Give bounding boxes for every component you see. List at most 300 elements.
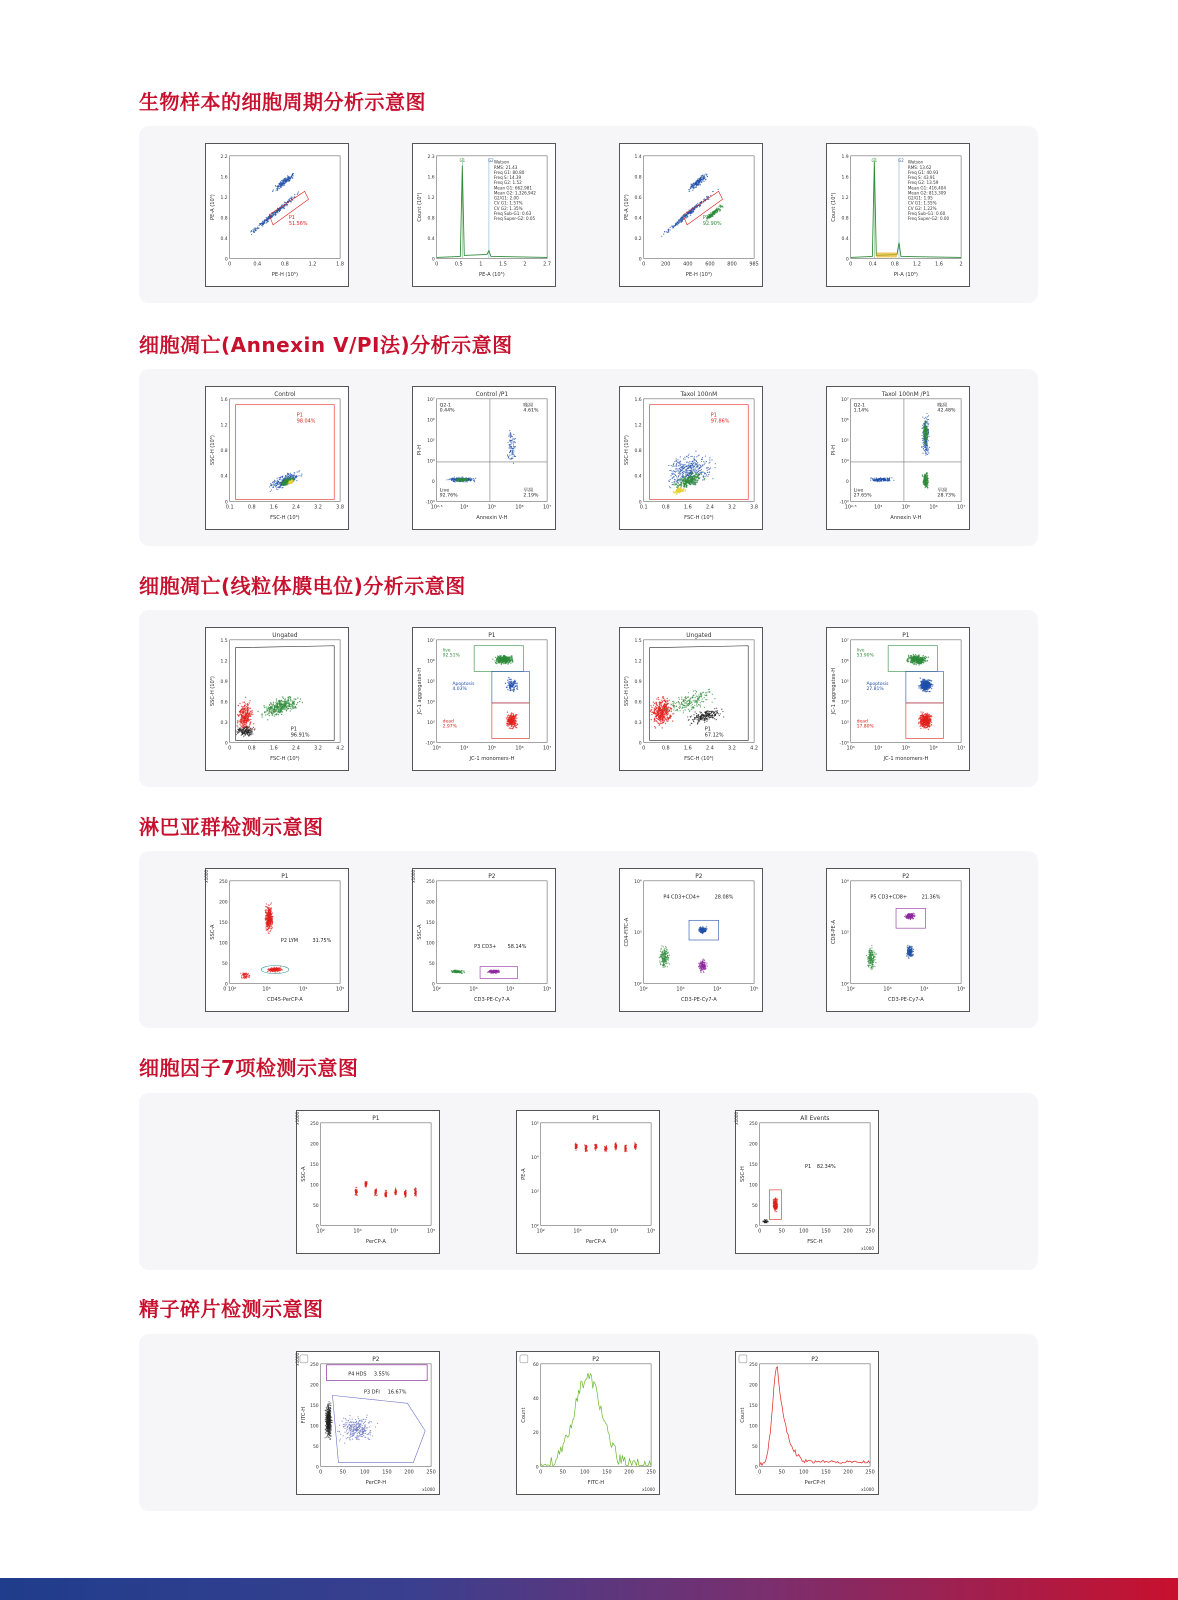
y-tick-label: 10⁴ [841, 700, 849, 706]
checkbox-icon[interactable] [739, 1355, 747, 1363]
plot-area [574, 1142, 636, 1152]
green-population [664, 689, 715, 714]
y-tick-label: 150 [749, 1403, 758, 1409]
gate-label: P1 [710, 412, 717, 419]
x-tick-label: 10⁵ [749, 986, 759, 993]
y-tick-label: 150 [310, 1162, 319, 1168]
stat-line: Mean G1: 662,981 [493, 185, 533, 191]
plot-svg [827, 387, 969, 529]
plot-svg [620, 628, 762, 770]
y-tick-label: 0.4 [634, 474, 642, 480]
y-tick-label: 10⁴ [531, 1155, 539, 1161]
y-axis-label: FITC-H [300, 1406, 307, 1424]
bead-cluster [574, 1142, 577, 1150]
plot-svg [203, 869, 348, 1011]
plot-area [851, 399, 961, 502]
x-tick-label: 10⁵ [901, 745, 911, 752]
y-tick-label: 150 [426, 920, 435, 926]
plot-title: P1 [488, 632, 496, 639]
x-tick-label: 10⁴ [610, 1228, 619, 1235]
bead-cluster [394, 1188, 397, 1196]
y-tick-label: 10⁶ [841, 659, 849, 665]
x-axis-label: PI-A (10⁵) [893, 272, 918, 279]
y-axis-label: PE-A [520, 1168, 527, 1180]
axes-frame [644, 156, 754, 259]
x-tick-label: 0 [758, 1469, 762, 1476]
y-axis-label: SSC-H (10⁶) [209, 435, 216, 466]
x-tick-label: 1.5 [499, 261, 507, 268]
y-axis-label: PE-A (10⁵) [623, 194, 630, 220]
x-tick-label: 0 10² [223, 986, 237, 993]
quadrant-label: Q2-1 [439, 403, 452, 409]
black-population [687, 708, 724, 726]
y-scale-label: x1000 [294, 1111, 300, 1125]
x-tick-label: 800 [727, 261, 737, 268]
x-tick-label: 3.8 [750, 504, 759, 511]
y-tick-label: 200 [749, 1142, 758, 1148]
y-tick-label: 0.3 [220, 720, 228, 726]
plot-svg [206, 628, 348, 770]
x-tick-label: 10⁵ [646, 1228, 656, 1235]
cd3-neg-cloud [866, 945, 877, 970]
y-tick-label: 10³ [427, 720, 435, 726]
y-tick-label: 10⁴ [841, 879, 849, 885]
y-tick-label: -10³ [425, 741, 435, 747]
y-tick-label: 1.5 [634, 638, 642, 644]
y-tick-label: 1.2 [220, 423, 228, 429]
x-tick-label: 985 [749, 261, 759, 268]
x-tick-label: 2.7 [543, 261, 552, 268]
stat-line: Watson [907, 159, 924, 165]
plot-svg [517, 1352, 659, 1494]
plot-title: P1 [281, 873, 289, 880]
y-tick-label: 10⁴ [427, 459, 435, 465]
y-tick-label: 0.4 [634, 216, 642, 222]
x-tick-label: 10⁴ [874, 504, 883, 511]
y-scale-label: x1000 [203, 869, 209, 883]
x-tick-label: 3.8 [336, 504, 345, 511]
x-tick-label: 0 [228, 745, 232, 752]
gate-p1 [650, 405, 749, 500]
plot-svg [413, 387, 555, 529]
y-tick-label: 10⁴ [634, 879, 642, 885]
x-tick-label: 100 [580, 1469, 590, 1476]
plot-area [240, 902, 331, 979]
bead-cluster [594, 1144, 598, 1151]
x-tick-label: 100 [360, 1469, 370, 1476]
plot-s2-p1 [412, 627, 556, 771]
y-tick-label: 0 [224, 500, 228, 506]
gate-p1 [236, 646, 335, 741]
y-tick-label: 10⁷ [427, 638, 435, 644]
x-axis-label: FSC-H (10⁶) [270, 515, 300, 522]
early-apoptosis [922, 472, 929, 489]
y-axis-label: SSC-A [416, 924, 423, 940]
gate-value: 82.34% [816, 1164, 836, 1171]
x-tick-label: 200 [624, 1469, 634, 1476]
x-tick-label: 10³ [883, 986, 892, 993]
y-tick-label: 250 [219, 879, 228, 885]
bead-cluster [634, 1142, 637, 1150]
gate-label: P1 [702, 214, 709, 221]
x-axis-label: JC-1 monomers-H [469, 756, 515, 763]
plot-area [437, 158, 547, 259]
stat-line: CV G1: 1.57% [493, 200, 523, 206]
y-tick-label: 0 [431, 982, 435, 988]
plot-area [437, 399, 547, 502]
x-tick-label: 2.4 [706, 504, 714, 511]
x-tick-label: 150 [602, 1469, 612, 1476]
x-tick-label: 10²·⁵ [844, 504, 857, 511]
bead-cluster [584, 1144, 588, 1152]
plot-area [650, 646, 749, 741]
quadrant-value: 2.19% [523, 493, 539, 499]
y-axis-label: Count (10³) [830, 192, 837, 222]
y-tick-label: 60 [532, 1362, 539, 1368]
plot-area [760, 1367, 870, 1466]
x-tick-label: 1.6 [269, 504, 278, 511]
plot-s1-p3 [826, 386, 970, 530]
x-tick-label: 50 [778, 1469, 785, 1476]
y-axis-label: SSC-H (10⁶) [209, 676, 216, 707]
x-axis-label: Annexin V-H [890, 515, 922, 522]
y-tick-label: 0.6 [220, 700, 228, 706]
y-tick-label: 0 [845, 257, 849, 263]
x-tick-label: 100 [799, 1228, 809, 1235]
plot-area [325, 1365, 428, 1463]
plot-title: P2 [902, 873, 910, 880]
x-axis-label: PE-H (10⁵) [271, 272, 298, 279]
y-tick-label: 0.4 [427, 236, 435, 242]
x-tick-label: 0 [642, 261, 646, 268]
population-label: Apoptosis [866, 682, 889, 688]
dfi-cloud [337, 1415, 378, 1444]
section-title-cytokine: 细胞因子7项检测示意图 [139, 1056, 359, 1080]
population-label: Apoptosis [452, 682, 475, 688]
x-tick-label: 0 [849, 261, 853, 268]
event-hot [673, 487, 687, 494]
y-tick-label: 0.3 [634, 720, 642, 726]
y-axis-label: PI-H [830, 444, 837, 456]
y-tick-label: 50 [312, 1203, 319, 1209]
x-axis-label: FSC-H (10⁶) [684, 756, 714, 763]
axes-frame [851, 156, 961, 259]
x-tick-label: 0.1 [639, 504, 648, 511]
histogram-line [541, 1373, 651, 1465]
y-tick-label: 10⁵ [427, 438, 435, 444]
plot-title: P2 [372, 1356, 380, 1363]
checkbox-icon[interactable] [520, 1355, 528, 1363]
y-tick-label: 1.6 [841, 175, 849, 181]
y-tick-label: 150 [310, 1403, 319, 1409]
x-tick-label: 0.4 [253, 261, 262, 268]
stat-line: Mean G2: 813,309 [907, 190, 947, 196]
plot-s1-p1 [412, 386, 556, 530]
y-tick-label: 2.2 [220, 154, 228, 160]
quadrant-label: 晚凋 [523, 403, 533, 409]
population-value: 4.03% [452, 687, 467, 693]
y-tick-label: 10⁶ [427, 659, 435, 665]
stat-line: Freq Sub-G1: 0.60 [907, 211, 946, 216]
y-tick-label: 250 [749, 1121, 758, 1127]
y-tick-label: 250 [426, 879, 435, 885]
x-tick-label: 10⁵ [487, 504, 497, 511]
y-tick-label: 10³ [841, 720, 849, 726]
x-tick-label: 10⁷ [956, 504, 966, 511]
plot-area [236, 405, 335, 500]
y-tick-label: 1.9 [841, 154, 849, 160]
y-tick-label: 0.2 [634, 236, 642, 242]
y-tick-label: 50 [751, 1444, 758, 1450]
y-tick-label: 0.4 [220, 474, 228, 480]
y-tick-label: 100 [749, 1424, 758, 1430]
plot-svg [206, 144, 348, 286]
gate-value: 51.56% [288, 220, 308, 227]
x-tick-label: 10⁴ [920, 986, 929, 993]
section-title-annexin: 细胞凋亡(Annexin V/PI法)分析示意图 [139, 333, 513, 357]
y-tick-label: 100 [310, 1424, 319, 1430]
y-tick-label: 0 [638, 257, 642, 263]
y-tick-label: 40 [532, 1396, 539, 1402]
plot-title: P1 [902, 632, 910, 639]
plot-title: Control /P1 [475, 391, 509, 398]
apoptosis-cloud [918, 678, 933, 693]
bead-cluster [404, 1189, 407, 1197]
x-tick-label: 150 [821, 1469, 831, 1476]
x-tick-label: 3.2 [728, 504, 736, 511]
gate-value: 21.36% [921, 894, 941, 901]
x-tick-label: 50 [778, 1228, 785, 1235]
dead-cloud [506, 712, 518, 730]
y-tick-label: 10⁵ [531, 1121, 539, 1127]
plot-svg [620, 869, 762, 1011]
axes-frame [230, 156, 340, 259]
plot-s5-p2 [735, 1351, 879, 1495]
stat-line: Freq G2: 13.59 [907, 180, 939, 186]
y-tick-label: 1.2 [634, 659, 642, 665]
live-cloud [492, 655, 513, 665]
plot-s0-p3 [826, 143, 970, 287]
y-tick-label: 10² [531, 1224, 539, 1230]
y-axis-label: Count [520, 1407, 527, 1423]
x-tick-label: 1.6 [683, 745, 692, 752]
g1-marker: G1 [871, 157, 878, 163]
x-tick-label: 200 [843, 1469, 853, 1476]
x-tick-label: 10⁴ [713, 986, 722, 993]
y-tick-label: 10⁷ [427, 397, 435, 403]
y-tick-label: 200 [310, 1142, 319, 1148]
x-tick-label: 10⁴ [874, 745, 883, 752]
stat-line: Watson [493, 159, 510, 165]
x-tick-label: 250 [865, 1228, 875, 1235]
population-label: live [442, 648, 451, 654]
y-tick-label: 0 [638, 741, 642, 747]
y-axis-label: PE-A (10⁵) [209, 194, 216, 220]
x-tick-label: 10⁴ [506, 986, 515, 993]
bead-cluster [384, 1190, 387, 1198]
y-tick-label: 10⁵ [427, 679, 435, 685]
axes-frame [437, 156, 547, 259]
stat-line: Freq Super-G2: 0.00 [907, 216, 950, 222]
plot-s2-p2 [619, 627, 763, 771]
y-tick-label: -10⁴ [839, 500, 849, 506]
quadrant-value: 27.65% [853, 493, 872, 499]
checkbox-icon[interactable] [300, 1355, 308, 1363]
x-tick-label: 1.6 [269, 745, 278, 752]
quadrant-value: 0.44% [439, 408, 455, 414]
gate-label: P1 [288, 214, 295, 221]
y-tick-label: 50 [428, 961, 435, 967]
y-scale-label: x1000 [410, 869, 416, 883]
x-scale-label: x1000 [422, 1487, 436, 1493]
x-tick-label: 200 [843, 1228, 853, 1235]
plot-svg [294, 1111, 439, 1253]
x-tick-label: 10⁶ [515, 745, 524, 752]
x-tick-label: 10³ [262, 986, 271, 993]
y-tick-label: 10⁵ [841, 679, 849, 685]
x-tick-label: 10²·⁵ [430, 504, 443, 511]
granulocyte-cloud [265, 902, 274, 934]
y-tick-label: 10⁵ [841, 438, 849, 444]
y-tick-label: 10⁷ [841, 397, 849, 403]
plot-area [659, 895, 734, 974]
quadrant-value: 42.48% [937, 408, 956, 414]
x-tick-label: 600 [705, 261, 715, 268]
quadrant-value: 92.76% [439, 493, 458, 499]
x-tick-label: 0.8 [661, 745, 670, 752]
plot-title: P2 [592, 1356, 600, 1363]
x-tick-label: 250 [646, 1469, 656, 1476]
event-cloud-upper [272, 173, 294, 192]
plot-svg [620, 144, 762, 286]
y-tick-label: 50 [312, 1444, 319, 1450]
plot-s1-p0 [205, 386, 349, 530]
x-tick-label: 10³ [846, 745, 855, 752]
plot-svg [517, 1111, 659, 1253]
p1-cloud [773, 1197, 779, 1212]
quadrant-label: 早凋 [937, 488, 947, 494]
s-phase-fill [876, 252, 897, 257]
plot-s5-p1 [516, 1351, 660, 1495]
footer-gradient-bar [0, 1578, 1178, 1600]
stat-line: Mean G2: 1,326,942 [493, 190, 536, 196]
x-tick-label: 0 [539, 1469, 543, 1476]
x-tick-label: 250 [865, 1469, 875, 1476]
x-tick-label: 0 [319, 1469, 323, 1476]
x-tick-label: 400 [683, 261, 693, 268]
x-tick-label: 150 [382, 1469, 392, 1476]
plot-s3-p2 [619, 868, 763, 1012]
stat-line: Freq S: 43.91 [907, 175, 936, 181]
x-axis-label: CD3-PE-Cy7-A [473, 997, 510, 1004]
gate-label: P4 HDS [348, 1371, 367, 1378]
x-axis-label: FITC-H [587, 1480, 605, 1487]
axes-frame [437, 399, 547, 502]
y-tick-label: 150 [749, 1162, 758, 1168]
y-tick-label: 100 [749, 1183, 758, 1189]
section-title-sperm: 精子碎片检测示意图 [139, 1297, 324, 1321]
plot-s0-p2 [619, 143, 763, 287]
y-tick-label: 10⁴ [841, 459, 849, 465]
y-tick-label: 1.2 [220, 195, 228, 201]
gate-p3-dfi [333, 1395, 426, 1462]
lymph-cloud [267, 966, 283, 972]
plot-svg [827, 144, 969, 286]
x-axis-label: CD45-PerCP-A [267, 997, 303, 1004]
y-tick-label: 50 [221, 961, 228, 967]
x-tick-label: 50 [339, 1469, 346, 1476]
y-tick-label: 1.6 [220, 175, 228, 181]
y-axis-label: PI-H [416, 444, 423, 456]
y-axis-label: Count [739, 1407, 746, 1423]
negative-cloud [906, 945, 914, 959]
y-tick-label: 0 [845, 479, 849, 485]
x-axis-label: FSC-H [807, 1239, 823, 1246]
y-tick-label: 0 [224, 741, 228, 747]
x-tick-label: 0.8 [661, 504, 670, 511]
x-axis-label: PE-A (10⁵) [479, 272, 505, 279]
g2-marker: G2 [898, 157, 904, 163]
axes-frame [437, 881, 547, 984]
stat-line: G2/G1: 2.00 [493, 195, 519, 201]
y-tick-label: 0.8 [220, 216, 228, 222]
x-tick-label: 10³ [469, 986, 478, 993]
y-axis-label: Count (10³) [416, 192, 423, 222]
x-tick-label: 1.6 [683, 504, 692, 511]
black-population [235, 726, 255, 737]
plot-area [541, 1373, 651, 1465]
x-tick-label: 3.2 [728, 745, 736, 752]
gate-label: P5 CD3+CD8+ [870, 894, 908, 901]
stat-line: Freq G1: 40.93 [907, 169, 939, 175]
plot-title: All Events [800, 1115, 830, 1122]
stat-line: CV G1: 1.55% [907, 200, 937, 206]
y-tick-label: 0.8 [427, 216, 435, 222]
x-tick-label: 0.8 [890, 261, 899, 268]
stat-line: RMS: 21.43 [493, 164, 518, 170]
stat-line: Freq S: 14.39 [493, 175, 522, 181]
y-axis-label: SSC-H (10⁶) [623, 435, 630, 466]
x-tick-label: 10⁵ [901, 504, 911, 511]
x-tick-label: 0.8 [247, 504, 256, 511]
quadrant-value: 1.14% [853, 408, 869, 414]
plot-title: Ungated [272, 632, 298, 639]
population-value: 27.81% [866, 687, 884, 693]
x-tick-label: 10³ [353, 1228, 362, 1235]
plot-area [661, 173, 723, 236]
gate-label: P1 [290, 726, 297, 733]
x-tick-label: 150 [821, 1228, 831, 1235]
plot-svg [827, 869, 969, 1011]
x-axis-label: FSC-H (10⁶) [270, 756, 300, 763]
x-tick-label: 10⁵ [426, 1228, 436, 1235]
x-scale-label: x1000 [861, 1246, 875, 1252]
y-tick-label: 200 [749, 1383, 758, 1389]
y-axis-label: SSC-H [739, 1166, 746, 1182]
x-tick-label: 10² [846, 986, 855, 993]
y-tick-label: 100 [426, 941, 435, 947]
x-tick-label: 10⁶ [515, 504, 524, 511]
plot-area [451, 944, 527, 979]
bead-cluster [414, 1187, 417, 1196]
x-scale-label: x1000 [861, 1487, 875, 1493]
y-tick-label: 150 [219, 920, 228, 926]
gate-value: 92.90% [702, 220, 722, 227]
section-title-cell-cycle: 生物样本的细胞周期分析示意图 [139, 90, 426, 114]
quadrant-label: 晚凋 [937, 403, 947, 409]
population-label: dead [856, 719, 868, 725]
y-tick-label: 10³ [531, 1190, 539, 1196]
